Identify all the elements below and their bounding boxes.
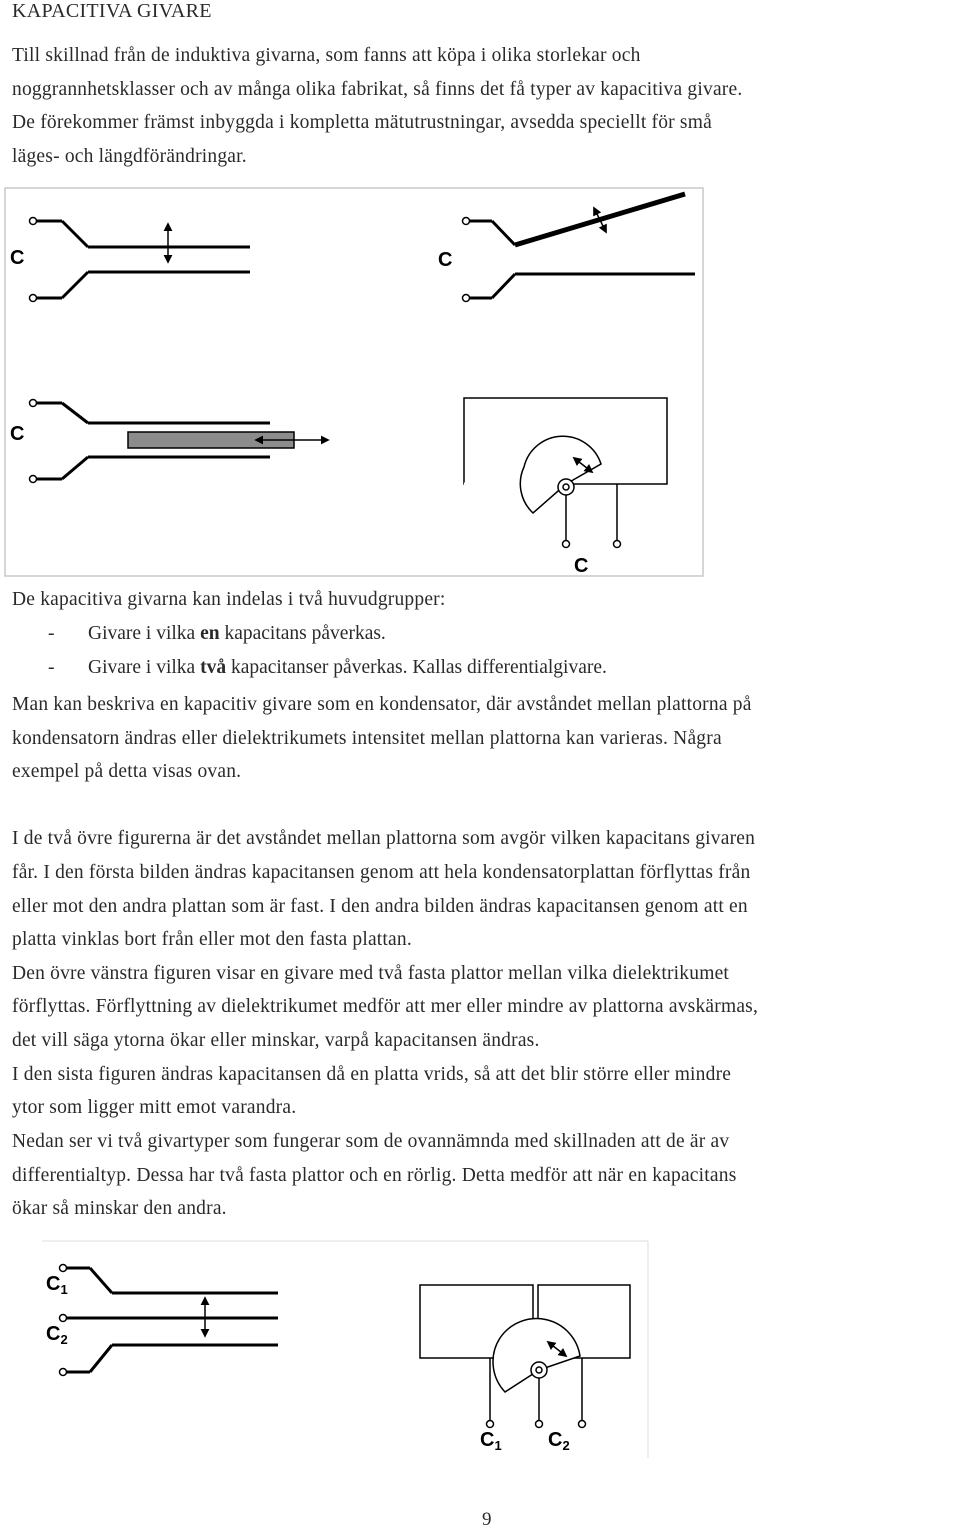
body-line: I de två övre figurerna är det avståndet mellan plattorna som avgör vilken kapacitans givaren [12,828,756,849]
label-c2: $C_2$ [548,1429,570,1453]
intro-line: De förekommer främst inbyggda i kompletta mätutrustningar, avsedda speciellt för små [12,112,712,133]
body-line: eller mot den andra plattan som är fast. I den andra bilden ändras kapacitansen genom att en [12,896,748,917]
list-item: - Givare i vilka två kapacitanser påverkas. Kallas differentialgivare. [48,657,607,678]
diagram-differential-rotary [420,1285,630,1428]
body-line: förflyttas. Förflyttning av dielektrikumet medför att mer eller mindre av plattorna avskärmas, [12,996,759,1017]
list-dash: - [48,657,55,678]
body-line: Den övre vänstra figuren visar en givare med två fasta plattor mellan vilka dielektrikumet [12,963,730,984]
groups-intro: De kapacitiva givarna kan indelas i två huvudgrupper: [12,589,446,610]
intro-line: Till skillnad från de induktiva givarna, som fanns att köpa i olika storlekar och [12,45,641,66]
list-item: - Givare i vilka en kapacitans påverkas. [48,623,386,644]
body-line: ökar så minskar den andra. [12,1198,227,1219]
body-line: Man kan beskriva en kapacitiv givare som en kondensator, där avståndet mellan plattorna på [12,694,752,715]
intro-line: noggrannhetsklasser och av många olika fabrikat, så finns det få typer av kapacitiva givare. [12,79,743,100]
body-line: Nedan ser vi två givartyper som fungerar som de ovannämnda med skillnaden att de är av [12,1131,730,1152]
label-c: C [10,423,25,445]
list-dash: - [48,623,55,644]
body-line: differentialtyp. Dessa har två fasta plattor och en rörlig. Detta medför att när en kapacitans [12,1165,737,1186]
intro-line: läges- och längdförändringar. [12,146,247,167]
differential-sensor-figure [0,1236,960,1464]
body-line: får. I den första bilden ändras kapacitansen genom att hela kondensatorplattan förflyttas från [12,862,751,883]
label-c2: $C_2$ [46,1323,68,1347]
label-c1: $C_1$ [46,1273,68,1297]
label-c: C [438,249,453,271]
body-line: I den sista figuren ändras kapacitansen då en platta vrids, så att det blir större eller mindre [12,1064,732,1085]
page-number: 9 [482,1509,492,1530]
diagram-moving-dielectric [30,400,329,483]
body-line: exempel på detta visas ovan. [12,761,242,782]
body-line: kondensatorn ändras eller dielektrikumets intensitet mellan plattorna kan varieras. Några [12,728,722,749]
diagram-angled-plate [463,194,696,302]
body-line: det vill säga ytorna ökar eller minskar, varpå kapacitansen ändras. [12,1030,540,1051]
label-c: C [574,555,589,577]
body-line: ytor som ligger mitt emot varandra. [12,1097,297,1118]
label-c1: $C_1$ [480,1429,502,1453]
diagram-moving-plate [30,218,251,302]
diagram-differential-linear [60,1265,279,1376]
body-line: platta vinklas bort från eller mot den fasta plattan. [12,929,412,950]
label-c: C [10,247,25,269]
capacitive-sensor-figure [0,186,960,581]
section-heading: KAPACITIVA GIVARE [12,0,212,22]
diagram-rotary-plate [464,398,667,548]
